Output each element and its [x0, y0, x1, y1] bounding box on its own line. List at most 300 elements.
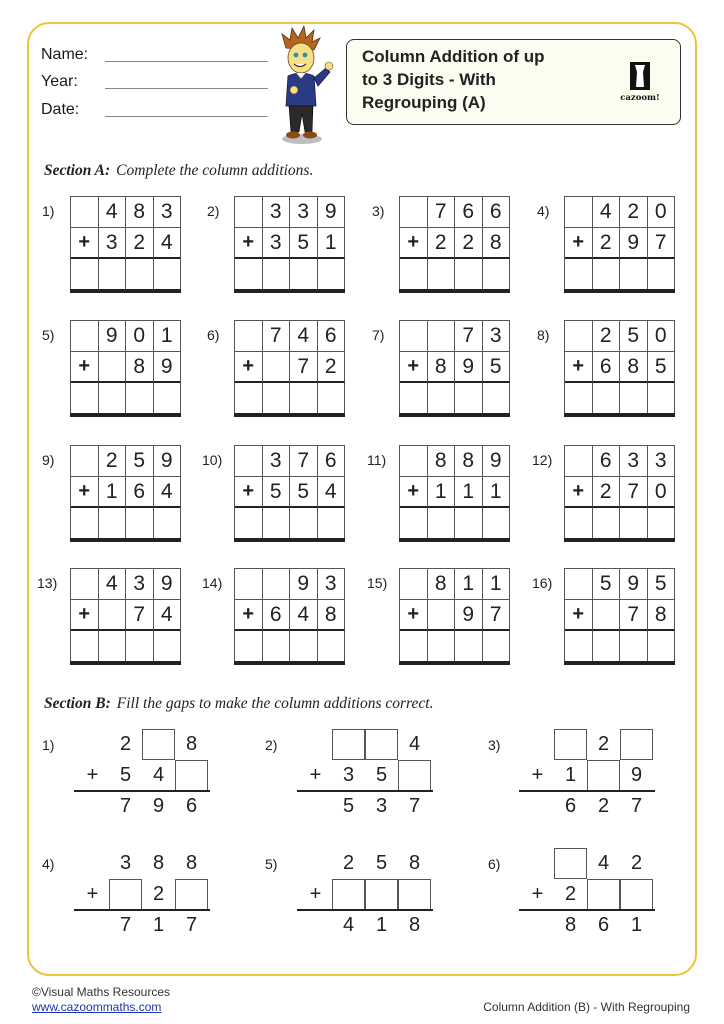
answer-cell[interactable] [71, 259, 99, 290]
plus-sign: + [400, 477, 428, 508]
answer-cell[interactable] [290, 259, 318, 290]
plus-sign: + [531, 883, 544, 905]
digit-cell: 4 [154, 600, 182, 631]
digit-cell [400, 569, 428, 600]
plus-sign: + [71, 352, 99, 383]
digit: 3 [375, 795, 388, 817]
digit-cell: 5 [290, 477, 318, 508]
sum-line [519, 909, 655, 911]
digit-cell [565, 446, 593, 477]
digit-cell: 3 [263, 446, 291, 477]
answer-cell[interactable] [483, 508, 511, 539]
answer-cell[interactable] [648, 383, 676, 414]
problem-number: 4) [42, 856, 55, 872]
digit-cell: 2 [455, 228, 483, 259]
plus-sign: + [531, 764, 544, 786]
grid-underline [70, 661, 181, 665]
answer-cell[interactable] [428, 259, 456, 290]
digit-cell: 4 [99, 569, 127, 600]
digit: 7 [119, 914, 132, 936]
answer-cell[interactable] [483, 259, 511, 290]
section-b-heading [44, 695, 433, 713]
gap-box[interactable] [620, 879, 653, 910]
problem-number: 13) [37, 575, 58, 591]
plus-sign: + [235, 600, 263, 631]
answer-cell[interactable] [154, 383, 182, 414]
digit-cell [235, 446, 263, 477]
digit-cell: 2 [428, 228, 456, 259]
problem-number: 15) [367, 575, 388, 591]
answer-cell[interactable] [620, 631, 648, 662]
plus-sign: + [235, 477, 263, 508]
digit: 5 [119, 764, 132, 786]
addition-grid [234, 320, 345, 414]
answer-cell[interactable] [428, 508, 456, 539]
gap-box[interactable] [332, 729, 365, 760]
digit: 8 [185, 852, 198, 874]
plus-sign: + [309, 883, 322, 905]
grid-underline [399, 538, 510, 542]
grid-underline [399, 413, 510, 417]
digit-cell: 1 [483, 569, 511, 600]
digit-cell: 8 [483, 228, 511, 259]
problem-number: 4) [537, 203, 550, 219]
digit-cell: 6 [263, 600, 291, 631]
gap-box[interactable] [587, 879, 620, 910]
gap-box[interactable] [398, 760, 431, 791]
answer-cell[interactable] [455, 383, 483, 414]
answer-cell[interactable] [455, 259, 483, 290]
answer-cell[interactable] [400, 508, 428, 539]
answer-cell[interactable] [71, 383, 99, 414]
digit-cell [235, 569, 263, 600]
addition-grid [564, 320, 675, 414]
digit-cell: 1 [483, 477, 511, 508]
gap-box[interactable] [175, 879, 208, 910]
digit: 7 [630, 795, 643, 817]
grid-underline [564, 413, 675, 417]
answer-cell[interactable] [620, 383, 648, 414]
date-label: Date: [41, 101, 80, 118]
addition-grid [564, 445, 675, 539]
answer-cell[interactable] [154, 631, 182, 662]
digit-cell: 5 [620, 321, 648, 352]
digit-cell: 0 [648, 197, 676, 228]
digit-cell [400, 446, 428, 477]
copyright-text: ©Visual Maths Resources [32, 985, 171, 999]
digit-cell: 1 [154, 321, 182, 352]
digit: 6 [564, 795, 577, 817]
plus-sign: + [235, 228, 263, 259]
gap-box[interactable] [554, 848, 587, 879]
gap-box[interactable] [398, 879, 431, 910]
digit: 8 [185, 733, 198, 755]
digit-cell: 9 [99, 321, 127, 352]
digit-cell: 7 [483, 600, 511, 631]
answer-cell[interactable] [235, 383, 263, 414]
digit: 6 [597, 914, 610, 936]
digit: 1 [630, 914, 643, 936]
addition-grid [399, 445, 510, 539]
plus-sign: + [309, 764, 322, 786]
answer-cell[interactable] [235, 631, 263, 662]
digit-cell: 1 [428, 477, 456, 508]
digit-cell: 3 [483, 321, 511, 352]
answer-cell[interactable] [318, 259, 346, 290]
plus-sign: + [71, 477, 99, 508]
section-b-instruction: Fill the gaps to make the column additions correct. [116, 695, 434, 712]
grid-underline [564, 661, 675, 665]
digit-cell [99, 352, 127, 383]
answer-cell[interactable] [126, 631, 154, 662]
problem-number: 6) [488, 856, 501, 872]
digit-cell [565, 321, 593, 352]
answer-cell[interactable] [620, 508, 648, 539]
digit-cell: 9 [154, 569, 182, 600]
answer-cell[interactable] [71, 508, 99, 539]
grid-underline [70, 289, 181, 293]
digit-cell [71, 321, 99, 352]
answer-cell[interactable] [99, 259, 127, 290]
problem-number: 1) [42, 203, 55, 219]
answer-cell[interactable] [154, 259, 182, 290]
digit: 2 [342, 852, 355, 874]
digit-cell: 4 [593, 197, 621, 228]
digit: 4 [597, 852, 610, 874]
gap-box[interactable] [365, 729, 398, 760]
digit-cell: 9 [620, 569, 648, 600]
digit-cell [428, 600, 456, 631]
date-field[interactable] [105, 103, 268, 117]
digit-cell: 1 [455, 477, 483, 508]
digit-cell: 5 [648, 352, 676, 383]
digit: 8 [152, 852, 165, 874]
plus-sign: + [235, 352, 263, 383]
answer-cell[interactable] [428, 383, 456, 414]
addition-grid [234, 445, 345, 539]
answer-cell[interactable] [99, 383, 127, 414]
digit: 3 [119, 852, 132, 874]
answer-cell[interactable] [648, 508, 676, 539]
sum-line [74, 790, 210, 792]
digit-cell: 9 [483, 446, 511, 477]
answer-cell[interactable] [126, 259, 154, 290]
digit-cell: 6 [455, 197, 483, 228]
answer-cell[interactable] [263, 383, 291, 414]
problem-number: 6) [207, 327, 220, 343]
year-field[interactable] [105, 75, 268, 89]
grid-underline [234, 289, 345, 293]
digit-cell: 6 [126, 477, 154, 508]
digit-cell: 7 [290, 446, 318, 477]
grid-underline [234, 661, 345, 665]
digit: 7 [185, 914, 198, 936]
problem-number: 1) [42, 737, 55, 753]
addition-grid [399, 568, 510, 662]
answer-cell[interactable] [99, 508, 127, 539]
cartoon-boy-icon [272, 26, 336, 146]
answer-cell[interactable] [290, 508, 318, 539]
gap-box[interactable] [554, 729, 587, 760]
problem-number: 12) [532, 452, 553, 468]
section-b-label: Section B: [44, 695, 111, 712]
footer-doc-title: Column Addition (B) - With Regrouping [483, 1000, 690, 1014]
addition-grid [234, 196, 345, 290]
digit-cell: 2 [593, 228, 621, 259]
plus-sign: + [400, 600, 428, 631]
digit-cell: 9 [455, 600, 483, 631]
answer-cell[interactable] [235, 259, 263, 290]
cazoom-logo [615, 60, 665, 110]
digit-cell [400, 197, 428, 228]
gap-box[interactable] [332, 879, 365, 910]
plus-sign: + [565, 228, 593, 259]
digit: 5 [375, 852, 388, 874]
digit-cell: 9 [290, 569, 318, 600]
digit-cell: 4 [154, 477, 182, 508]
addition-grid [399, 320, 510, 414]
digit-cell: 2 [318, 352, 346, 383]
digit-cell: 1 [455, 569, 483, 600]
gap-box[interactable] [365, 879, 398, 910]
digit-cell [263, 352, 291, 383]
gap-box[interactable] [587, 760, 620, 791]
digit-cell: 8 [428, 446, 456, 477]
answer-cell[interactable] [400, 383, 428, 414]
digit: 1 [564, 764, 577, 786]
grid-underline [399, 661, 510, 665]
digit-cell: 3 [263, 197, 291, 228]
digit-cell: 2 [99, 446, 127, 477]
digit: 8 [408, 852, 421, 874]
website-link[interactable]: www.cazoommaths.com [32, 1000, 162, 1014]
digit-cell: 9 [154, 352, 182, 383]
digit-cell: 7 [455, 321, 483, 352]
digit-cell [71, 446, 99, 477]
answer-cell[interactable] [593, 259, 621, 290]
plus-sign: + [565, 352, 593, 383]
addition-grid [70, 320, 181, 414]
digit-cell [235, 197, 263, 228]
gap-box[interactable] [142, 729, 175, 760]
name-field[interactable] [105, 48, 268, 62]
digit-cell: 5 [593, 569, 621, 600]
digit: 8 [564, 914, 577, 936]
digit-cell: 8 [428, 352, 456, 383]
digit-cell: 2 [126, 228, 154, 259]
digit-cell: 9 [318, 197, 346, 228]
digit-cell: 0 [648, 477, 676, 508]
digit: 4 [152, 764, 165, 786]
digit-cell [99, 600, 127, 631]
plus-sign: + [400, 352, 428, 383]
digit-cell: 5 [126, 446, 154, 477]
answer-cell[interactable] [565, 259, 593, 290]
digit: 2 [630, 852, 643, 874]
answer-cell[interactable] [154, 508, 182, 539]
digit-cell: 8 [126, 352, 154, 383]
gap-box[interactable] [620, 729, 653, 760]
digit-cell: 6 [318, 446, 346, 477]
digit-cell: 7 [428, 197, 456, 228]
problem-number: 16) [532, 575, 553, 591]
digit: 4 [342, 914, 355, 936]
plus-sign: + [71, 600, 99, 631]
grid-underline [399, 289, 510, 293]
plus-sign: + [86, 764, 99, 786]
digit-cell: 7 [620, 600, 648, 631]
answer-cell[interactable] [126, 508, 154, 539]
answer-cell[interactable] [318, 631, 346, 662]
digit: 5 [375, 764, 388, 786]
digit-cell: 4 [154, 228, 182, 259]
digit-cell: 5 [483, 352, 511, 383]
problem-number: 11) [367, 452, 387, 468]
digit: 1 [152, 914, 165, 936]
problem-number: 14) [202, 575, 223, 591]
problem-number: 3) [372, 203, 385, 219]
answer-cell[interactable] [263, 631, 291, 662]
logo-text: cazoom! [620, 93, 660, 103]
section-a-heading [44, 162, 313, 180]
answer-cell[interactable] [235, 508, 263, 539]
digit: 9 [630, 764, 643, 786]
digit-cell [400, 321, 428, 352]
answer-cell[interactable] [71, 631, 99, 662]
answer-cell[interactable] [318, 383, 346, 414]
answer-cell[interactable] [593, 631, 621, 662]
answer-cell[interactable] [290, 383, 318, 414]
digit-cell [428, 321, 456, 352]
digit: 2 [152, 883, 165, 905]
digit: 9 [152, 795, 165, 817]
worksheet-title [362, 45, 602, 114]
digit: 7 [408, 795, 421, 817]
digit-cell: 3 [620, 446, 648, 477]
answer-cell[interactable] [400, 631, 428, 662]
answer-cell[interactable] [620, 259, 648, 290]
answer-cell[interactable] [99, 631, 127, 662]
title-line: to 3 Digits - With [362, 70, 496, 89]
digit-cell: 4 [290, 600, 318, 631]
answer-cell[interactable] [428, 631, 456, 662]
digit-cell: 3 [290, 197, 318, 228]
addition-grid [70, 568, 181, 662]
problem-number: 5) [42, 327, 55, 343]
digit: 3 [342, 764, 355, 786]
answer-cell[interactable] [263, 259, 291, 290]
footer-credits [32, 985, 170, 1015]
title-line: Column Addition of up [362, 47, 545, 66]
digit-cell: 2 [620, 197, 648, 228]
addition-grid [234, 568, 345, 662]
answer-cell[interactable] [455, 631, 483, 662]
digit: 2 [597, 795, 610, 817]
digit-cell: 5 [648, 569, 676, 600]
addition-grid [70, 196, 181, 290]
digit-cell: 2 [593, 321, 621, 352]
digit-cell: 8 [620, 352, 648, 383]
digit-cell: 6 [483, 197, 511, 228]
digit-cell: 0 [126, 321, 154, 352]
digit: 2 [564, 883, 577, 905]
digit-cell: 3 [263, 228, 291, 259]
title-line: Regrouping (A) [362, 93, 486, 112]
answer-cell[interactable] [565, 631, 593, 662]
answer-cell[interactable] [290, 631, 318, 662]
answer-cell[interactable] [565, 383, 593, 414]
section-a-instruction: Complete the column additions. [116, 162, 314, 179]
answer-cell[interactable] [400, 259, 428, 290]
digit: 8 [408, 914, 421, 936]
answer-cell[interactable] [648, 631, 676, 662]
answer-cell[interactable] [483, 631, 511, 662]
name-label: Name: [41, 46, 89, 63]
digit-cell: 3 [99, 228, 127, 259]
digit-cell [235, 321, 263, 352]
answer-cell[interactable] [593, 508, 621, 539]
digit-cell [263, 569, 291, 600]
section-a-label: Section A: [44, 162, 111, 179]
grid-underline [70, 538, 181, 542]
digit: 6 [185, 795, 198, 817]
digit-cell: 5 [290, 228, 318, 259]
problem-number: 3) [488, 737, 501, 753]
answer-cell[interactable] [455, 508, 483, 539]
worksheet-title-box [346, 39, 681, 125]
digit-cell [71, 197, 99, 228]
answer-cell[interactable] [263, 508, 291, 539]
sum-line [519, 790, 655, 792]
grid-underline [234, 413, 345, 417]
problem-number: 7) [372, 327, 385, 343]
answer-cell[interactable] [318, 508, 346, 539]
digit-cell [71, 569, 99, 600]
digit-cell: 3 [648, 446, 676, 477]
digit-cell: 9 [455, 352, 483, 383]
answer-cell[interactable] [565, 508, 593, 539]
grid-underline [564, 289, 675, 293]
problem-number: 9) [42, 452, 55, 468]
problem-number: 2) [207, 203, 220, 219]
digit-cell: 9 [620, 228, 648, 259]
digit-cell: 3 [126, 569, 154, 600]
answer-cell[interactable] [483, 383, 511, 414]
digit-cell: 7 [126, 600, 154, 631]
digit-cell [565, 569, 593, 600]
digit-cell: 8 [455, 446, 483, 477]
digit: 2 [119, 733, 132, 755]
answer-cell[interactable] [593, 383, 621, 414]
gap-box[interactable] [175, 760, 208, 791]
plus-sign: + [86, 883, 99, 905]
digit-cell: 7 [290, 352, 318, 383]
addition-grid [564, 196, 675, 290]
digit-cell: 6 [593, 352, 621, 383]
answer-cell[interactable] [648, 259, 676, 290]
logo-mark-icon [630, 62, 650, 90]
problem-number: 2) [265, 737, 278, 753]
grid-underline [70, 413, 181, 417]
problem-number: 8) [537, 327, 550, 343]
digit-cell: 1 [318, 228, 346, 259]
problem-number: 10) [202, 452, 223, 468]
answer-cell[interactable] [126, 383, 154, 414]
digit-cell: 1 [99, 477, 127, 508]
digit-cell: 8 [318, 600, 346, 631]
gap-box[interactable] [109, 879, 142, 910]
addition-grid [564, 568, 675, 662]
